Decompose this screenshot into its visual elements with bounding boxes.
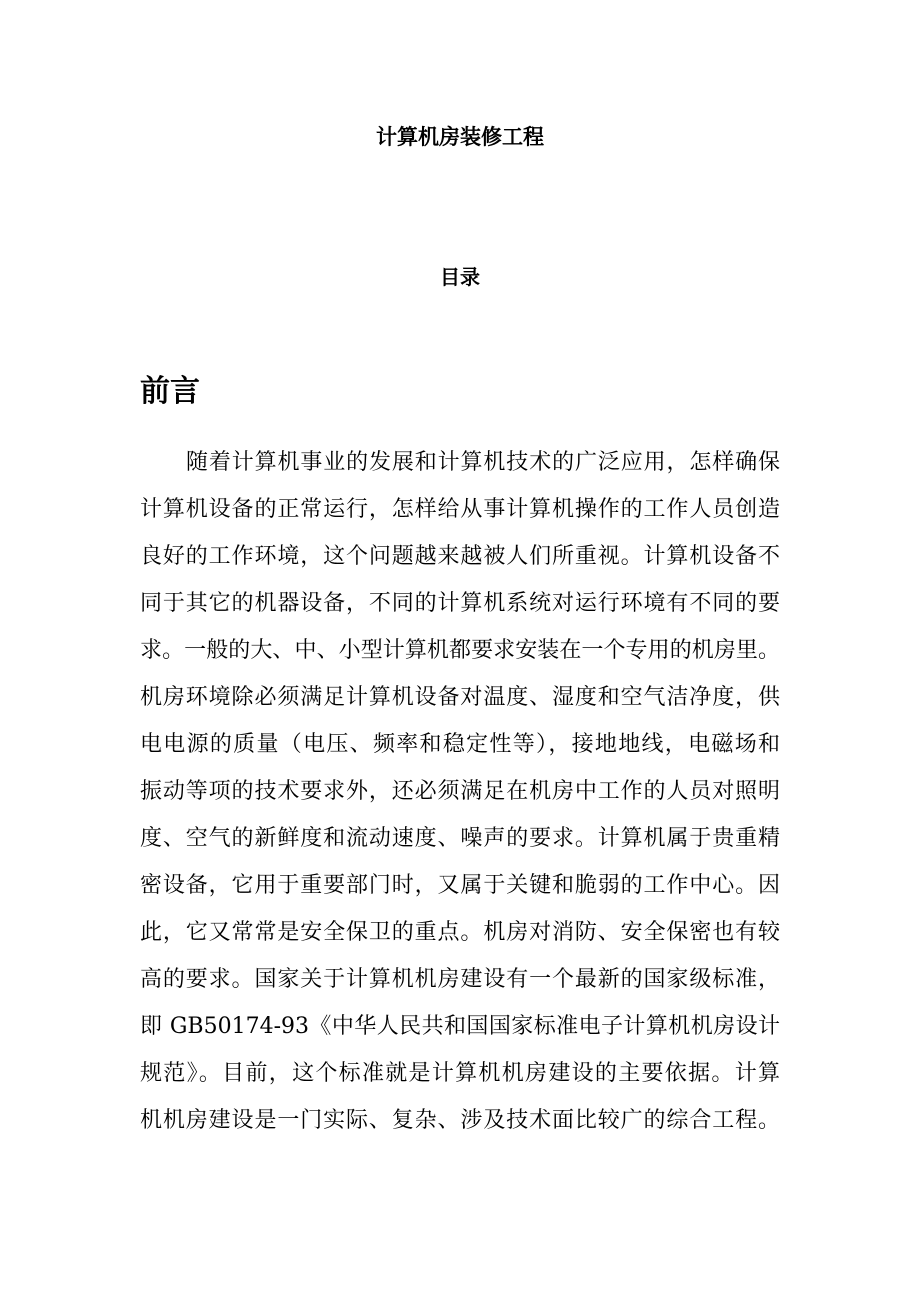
paragraph-line: 规范》。目前，这个标准就是计算机机房建设的主要依据。计算: [140, 1061, 780, 1086]
paragraph-line: 随着计算机事业的发展和计算机技术的广泛应用，怎样确保: [186, 450, 780, 475]
paragraph-line: 即 GB50174-93《中华人民共和国国家标准电子计算机机房设计: [140, 1014, 780, 1039]
paragraph-line: 同于其它的机器设备，不同的计算机系统对运行环境有不同的要: [140, 591, 780, 616]
preface-paragraph: [140, 439, 780, 1144]
paragraph-line: 机机房建设是一门实际、复杂、涉及技术面比较广的综合工程。: [140, 1108, 780, 1133]
paragraph-line: 求。一般的大、中、小型计算机都要求安装在一个专用的机房里。: [140, 638, 780, 663]
paragraph-line: 计算机设备的正常运行，怎样给从事计算机操作的工作人员创造: [140, 497, 780, 522]
paragraph-line: 良好的工作环境，这个问题越来越被人们所重视。计算机设备不: [140, 544, 780, 569]
paragraph-line: 此，它又常常是安全保卫的重点。机房对消防、安全保密也有较: [140, 920, 780, 945]
paragraph-line: 密设备，它用于重要部门时，又属于关键和脆弱的工作中心。因: [140, 873, 780, 898]
paragraph-line: 机房环境除必须满足计算机设备对温度、湿度和空气洁净度，供: [140, 685, 780, 710]
paragraph-line: 高的要求。国家关于计算机机房建设有一个最新的国家级标准，: [140, 967, 780, 992]
paragraph-line: 度、空气的新鲜度和流动速度、噪声的要求。计算机属于贵重精: [140, 826, 780, 851]
document-title: 计算机房装修工程: [376, 125, 544, 149]
paragraph-line: 振动等项的技术要求外，还必须满足在机房中工作的人员对照明: [140, 779, 780, 804]
paragraph-line: 电电源的质量（电压、频率和稳定性等），接地地线，电磁场和: [140, 732, 780, 757]
toc-heading: 目录: [440, 265, 480, 289]
section-heading-preface: 前言: [140, 374, 200, 409]
